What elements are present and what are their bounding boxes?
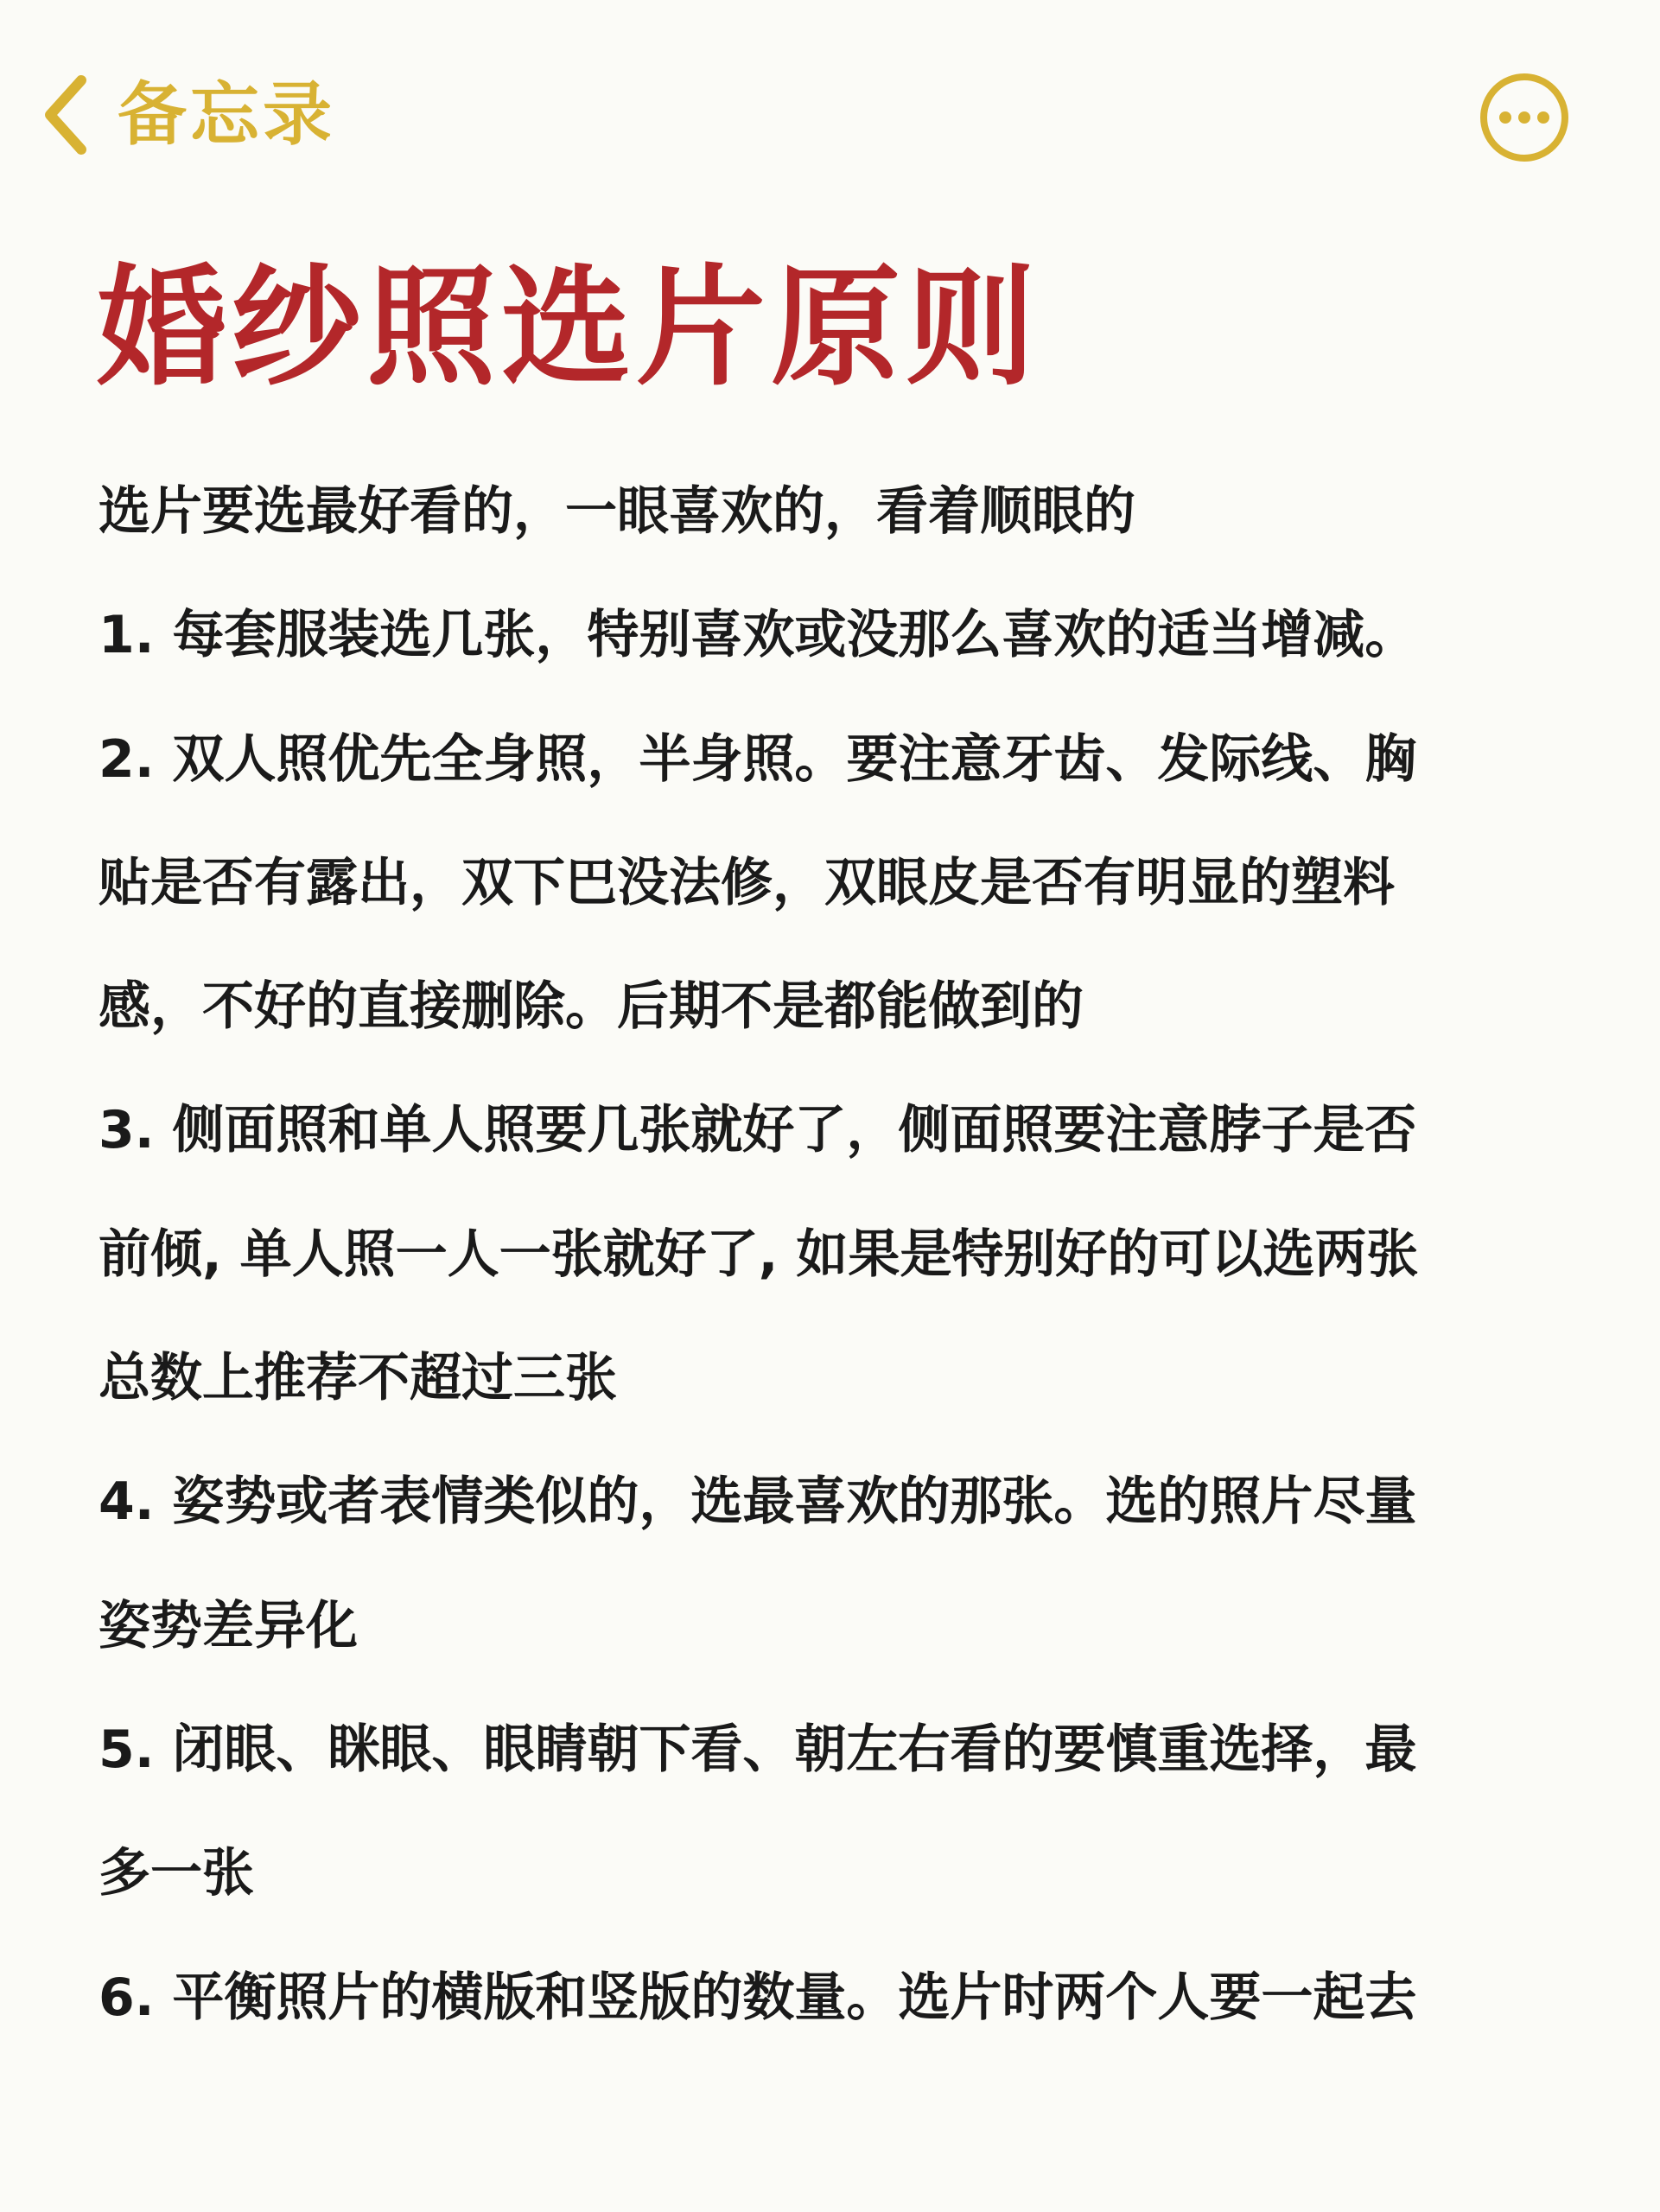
note-line: 6. 平衡照片的横版和竖版的数量。选片时两个人要一起去	[99, 1967, 1417, 2028]
chevron-left-icon	[41, 73, 90, 156]
note-line: 感，不好的直接删除。后期不是都能做到的	[99, 976, 1084, 1038]
note-title: 婚纱照选片原则	[97, 253, 1041, 404]
note-line: 1. 每套服装选几张，特别喜欢或没那么喜欢的适当增减。	[99, 605, 1417, 666]
note-line: 总数上推荐不超过三张	[99, 1348, 617, 1409]
back-label: 备忘录	[118, 74, 335, 155]
note-line: 2. 双人照优先全身照，半身照。要注意牙齿、发际线、胸	[99, 728, 1417, 790]
ellipsis-circle-icon	[1478, 71, 1571, 164]
note-line: 选片要选最好看的，一眼喜欢的，看着顺眼的	[99, 481, 1135, 542]
note-line: 4. 姿势或者表情类似的，选最喜欢的那张。选的照片尽量	[99, 1471, 1417, 1533]
note-line: 前倾, 单人照一人一张就好了, 如果是特别好的可以选两张	[99, 1224, 1419, 1285]
note-line: 贴是否有露出，双下巴没法修，双眼皮是否有明显的塑料	[99, 852, 1395, 913]
note-line: 5. 闭眼、眯眼、眼睛朝下看、朝左右看的要慎重选择，最	[99, 1719, 1417, 1780]
back-button[interactable]	[41, 67, 335, 162]
note-line: 姿势差异化	[99, 1595, 358, 1656]
note-body[interactable]	[99, 450, 1550, 2060]
note-line: 3. 侧面照和单人照要几张就好了，侧面照要注意脖子是否	[99, 1100, 1417, 1161]
navigation-bar	[0, 0, 1660, 207]
more-options-button[interactable]	[1478, 71, 1571, 164]
note-line: 多一张	[99, 1843, 254, 1904]
